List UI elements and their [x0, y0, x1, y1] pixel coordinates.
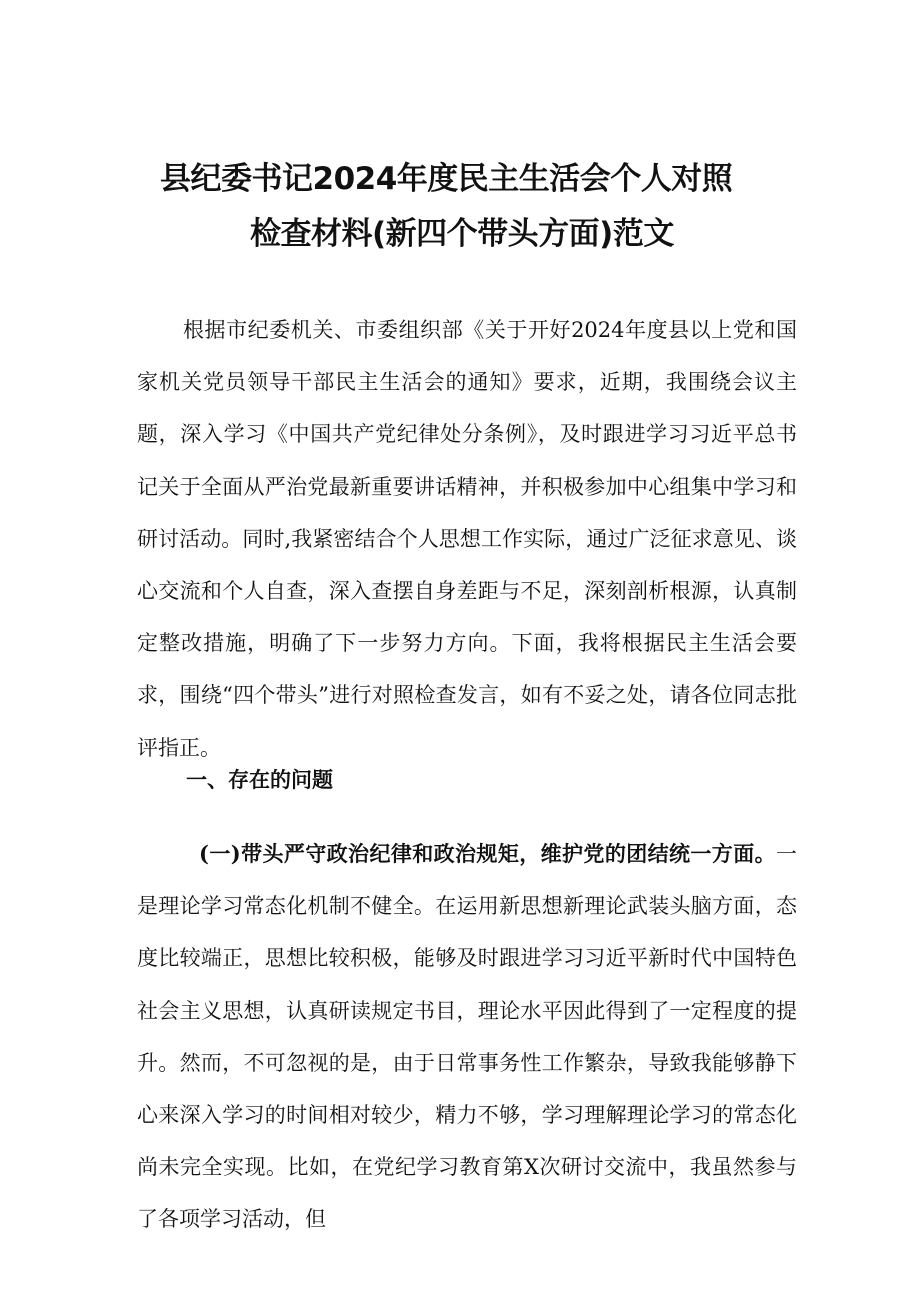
intro-paragraph: 根据市纪委机关、市委组织部《关于开好2024年度县以上党和国家机关党员领导干部民主生活会的通知》要求，近期，我围绕会议主题，深入学习《中国共产党纪律处分条例》，及时跟进学习习近平总书记关于全面从严治党最新重要讲话精神，并积极参加中心组集中学习和研讨活动。同时,我紧密结合个人思想工作实际，通过广泛征求意见、谈心交流和个人自查，深入查摆自身差距与不足，深刻剖析根源，认真制定整改措施，明确了下一步努力方向。下面，我将根据民主生活会要求，围绕“四个带头”进行对照检查发言，如有不妥之处，请各位同志批评指正。 — [137, 318, 797, 760]
document-title-line-1: 县纪委书记2024年度民主生活会个人对照 — [160, 161, 733, 197]
subsection-body: 一是理论学习常态化机制不健全。在运用新思想新理论武装头脑方面，态度比较端正，思想比较积极，能够及时跟进学习习近平新时代中国特色社会主义思想，认真研读规定书目，理论水平因此得到了一定程度的提升。然而，不可忽视的是，由于日常事务性工作繁杂，导致我能够静下心来深入学习的时间相对较少，精力不够，学习理解理论学习的常态化尚未完全实现。比如，在党纪学习教育第X次研讨交流中，我虽然参与了各项学习活动，但 — [137, 842, 797, 1232]
document-title-line-2: 检查材料(新四个带头方面)范文 — [250, 216, 674, 252]
subsection-paragraph — [137, 828, 797, 1246]
subsection-heading: (一)带头严守政治纪律和政治规矩，维护党的团结统一方面。 — [199, 841, 776, 866]
section-heading: 一、存在的问题 — [186, 767, 333, 792]
